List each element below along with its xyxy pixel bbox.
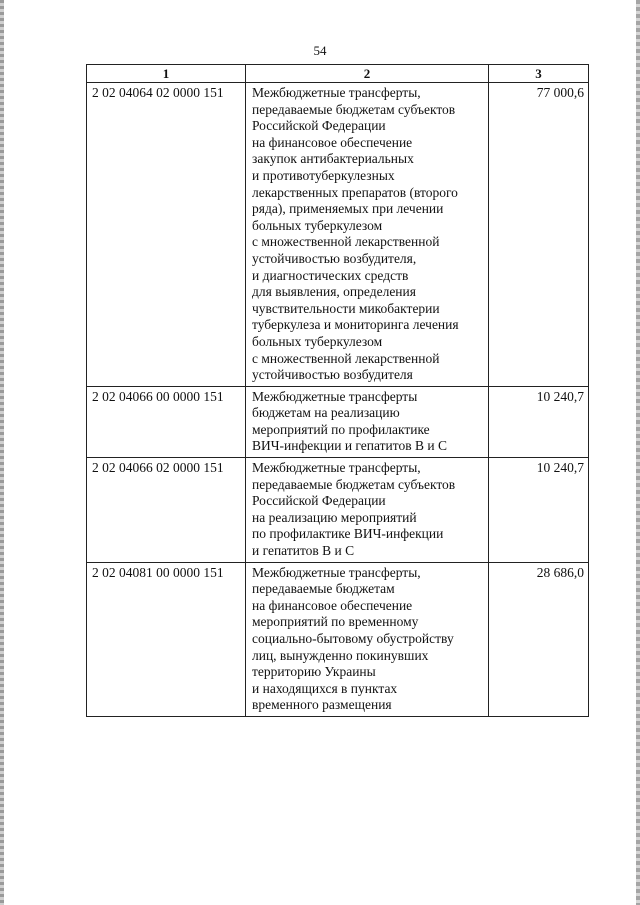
description-line: лиц, вынужденно покинувших [252,647,429,663]
description-line: для выявления, определения [252,284,416,300]
description-line: больных туберкулезом [252,217,383,233]
amount: 10 240,7 [489,386,589,457]
column-header-3: 3 [489,65,589,83]
amount: 10 240,7 [489,458,589,563]
description-line: с множественной лекарственной [252,234,440,250]
description-line: больных туберкулезом [252,333,383,349]
description-line: Межбюджетные трансферты, [252,85,421,100]
description-line: Межбюджетные трансферты, [252,564,421,580]
description-line: закупок антибактериальных [252,151,414,167]
description-line: и гепатитов В и С [252,543,355,559]
description-line: на финансовое обеспечение [252,597,413,613]
scan-edge-right [636,0,640,905]
column-header-1: 1 [87,65,246,83]
description-line: лекарственных препаратов (второго [252,184,458,200]
description-line: временного размещения [252,697,392,713]
amount: 28 686,0 [489,562,589,716]
description-line: социально-бытовому обустройству [252,631,454,646]
description-line: мероприятий по временному [252,614,419,630]
page-number: 54 [313,43,327,58]
description-line: ряда), применяемых при лечении [252,201,444,217]
description-line: на финансовое обеспечение [252,134,413,150]
description-line: Межбюджетные трансферты, [252,460,421,476]
scan-edge-left [0,0,4,905]
budget-code: 2 02 04066 02 0000 151 [87,458,246,563]
table-row [87,458,589,563]
row-description [246,562,489,716]
column-header-2: 2 [246,65,489,83]
amount: 77 000,6 [489,83,589,387]
description-line: чувствительности микобактерии [252,300,440,316]
row-description [246,83,489,387]
description-line: и противотуберкулезных [252,167,395,183]
table-row [87,83,589,387]
description-line: мероприятий по профилактике [252,421,430,437]
description-line: передаваемые бюджетам [252,581,395,597]
description-line: по профилактике ВИЧ-инфекции [252,526,444,542]
description-line: Межбюджетные трансферты [252,388,418,404]
description-line: на реализацию мероприятий [252,509,417,525]
description-line: туберкулеза и мониторинга лечения [252,317,459,333]
description-line: Российской Федерации [252,118,386,134]
row-description [246,458,489,563]
description-line: территорию Украины [252,664,376,680]
description-line: и находящихся в пунктах [252,680,398,696]
table-row [87,562,589,716]
description-line: и диагностических средств [252,267,409,283]
budget-table [86,64,589,717]
description-line: устойчивостью возбудителя [252,367,413,383]
description-line: устойчивостью возбудителя, [252,250,417,266]
description-line: передаваемые бюджетам субъектов [252,476,456,492]
description-line: с множественной лекарственной [252,350,440,366]
description-line: передаваемые бюджетам субъектов [252,101,456,117]
row-description [246,386,489,457]
budget-code: 2 02 04064 02 0000 151 [87,83,246,387]
description-line: ВИЧ-инфекции и гепатитов В и С [252,438,447,454]
budget-code: 2 02 04066 00 0000 151 [87,386,246,457]
description-line: Российской Федерации [252,493,386,509]
table-row [87,386,589,457]
description-line: бюджетам на реализацию [252,405,400,421]
table-header-row [87,65,589,83]
budget-code: 2 02 04081 00 0000 151 [87,562,246,716]
